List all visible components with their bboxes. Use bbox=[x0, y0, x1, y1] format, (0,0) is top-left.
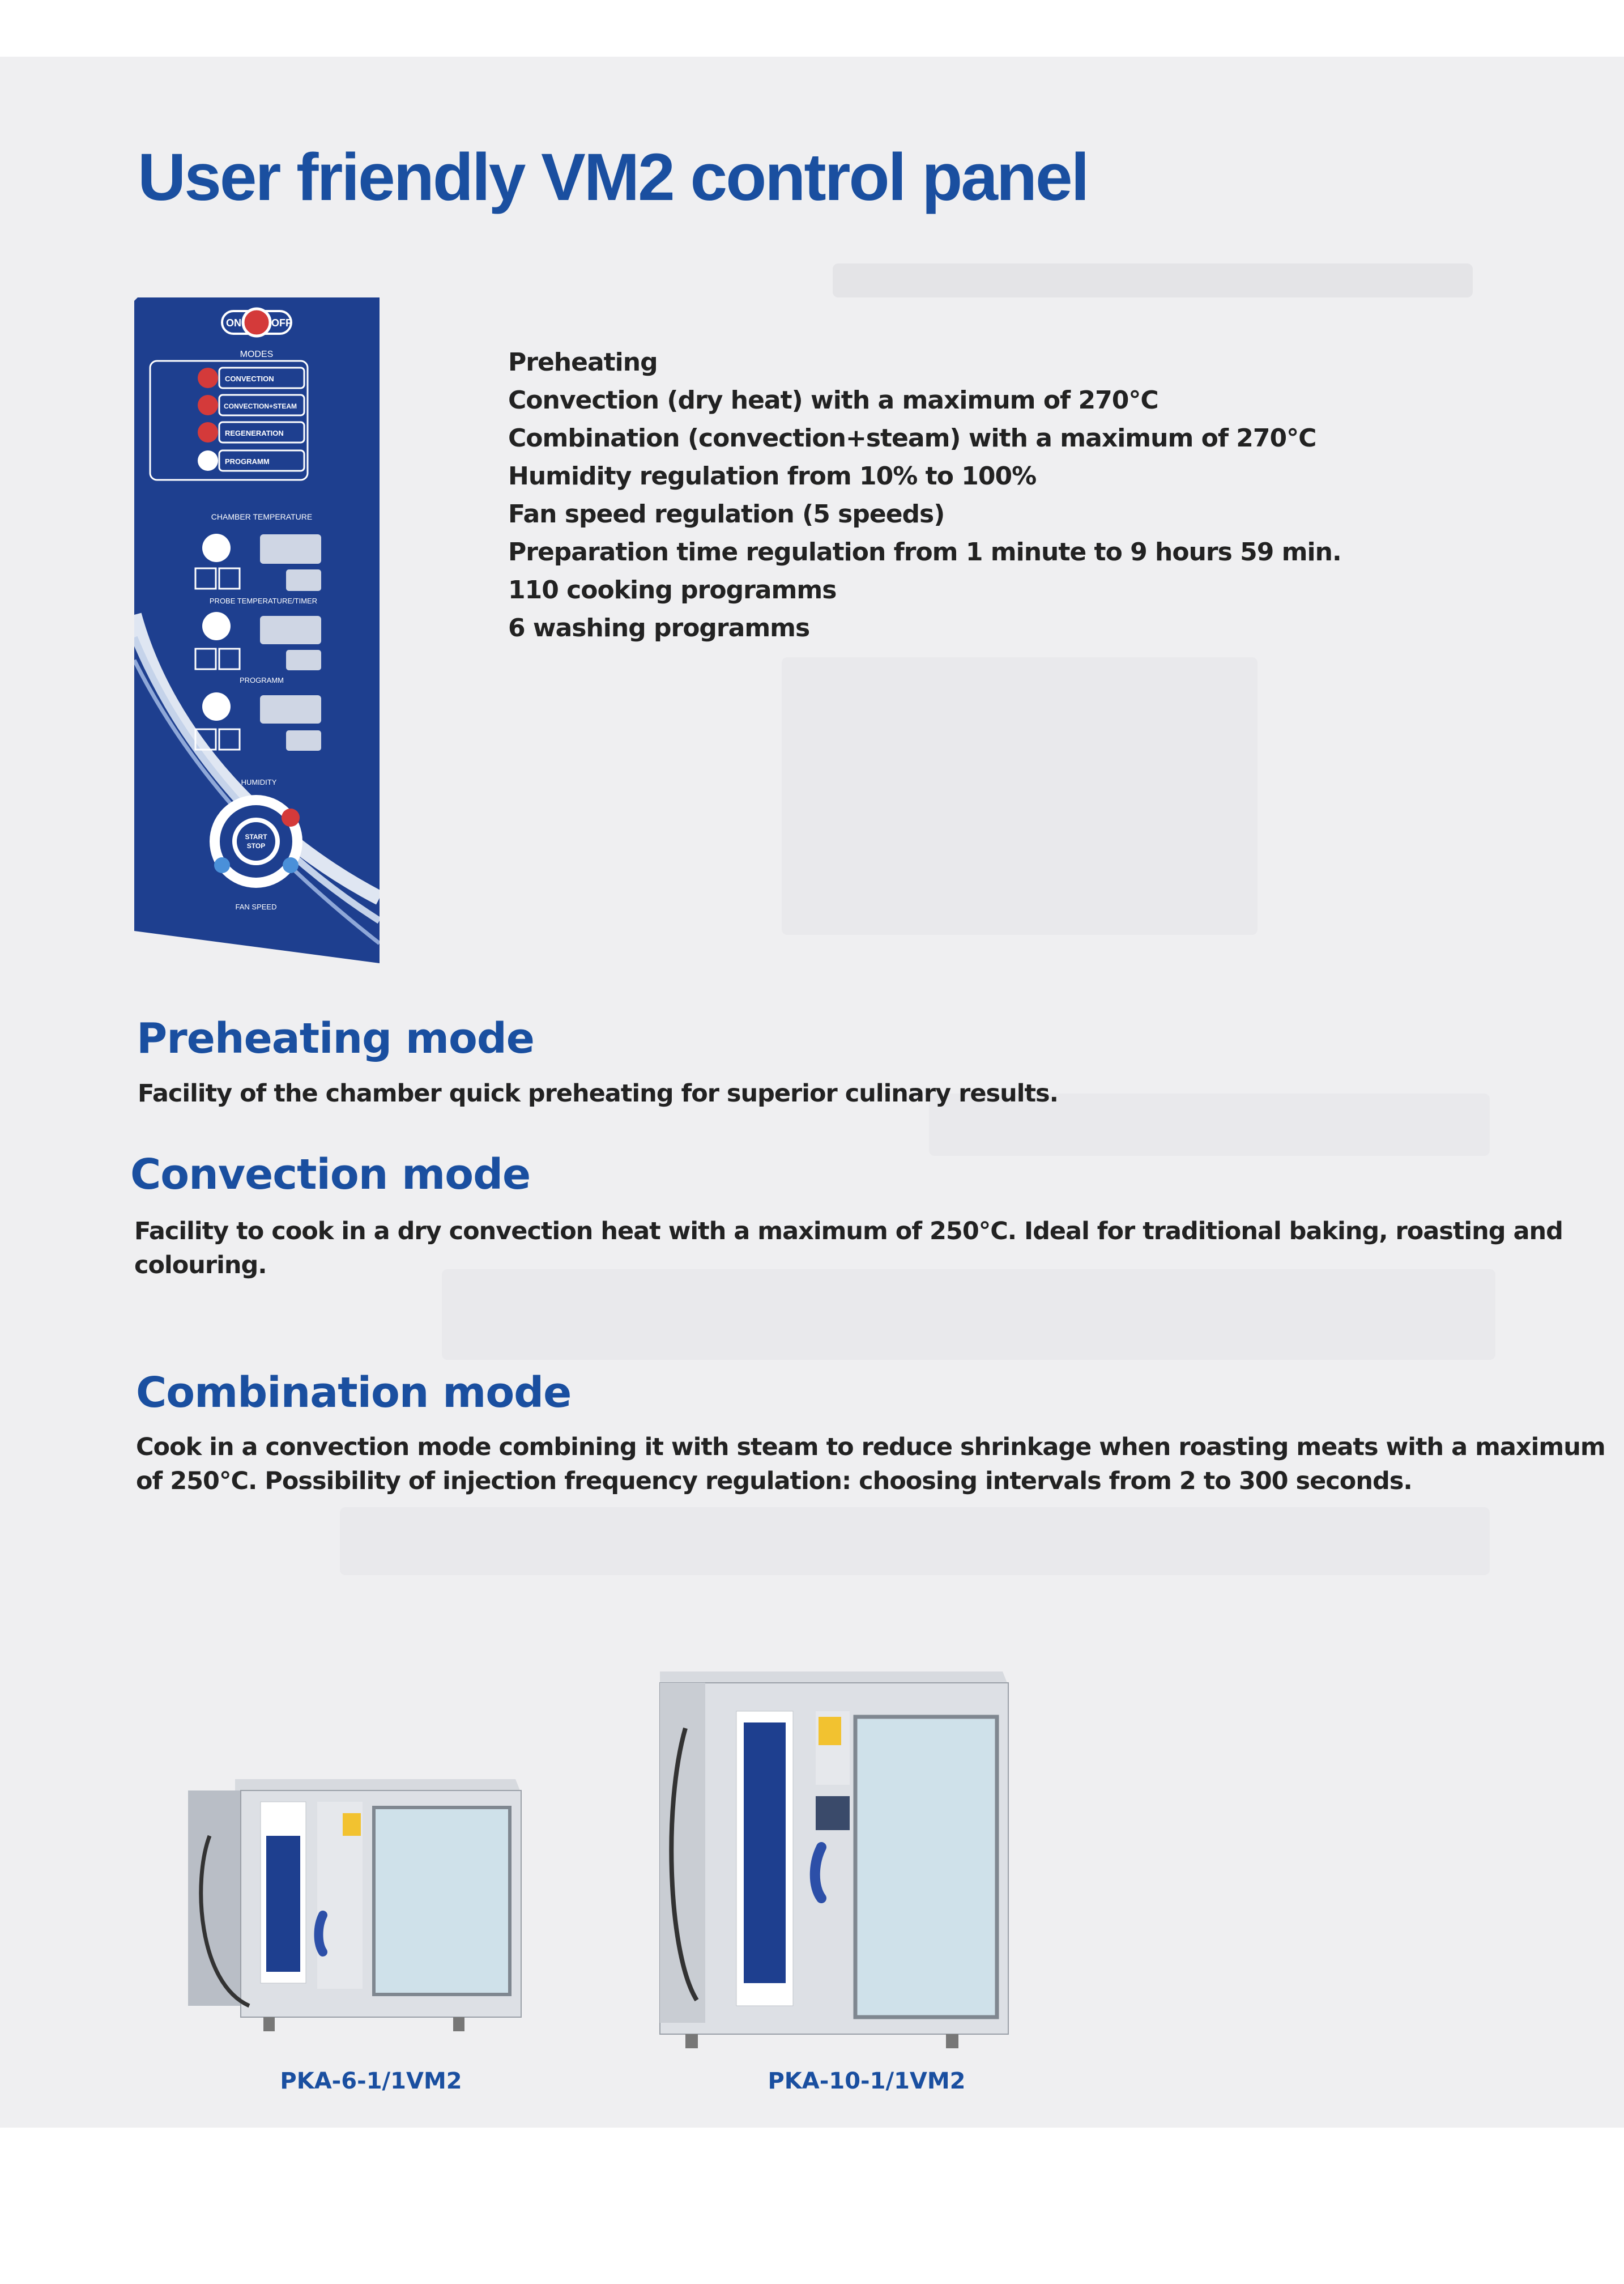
chamber-temperature-display bbox=[260, 534, 321, 564]
program-icon bbox=[202, 692, 231, 721]
fan-high-icon bbox=[283, 857, 299, 873]
combination-mode-text-line2: of 250°C. Possibility of injection frequency regulation: choosing intervals from 2 to 300 seconds. bbox=[136, 1467, 1412, 1495]
humidity-label: HUMIDITY bbox=[241, 778, 277, 786]
oven-pka-6-image bbox=[181, 1768, 532, 2034]
faint-heading-artifact bbox=[833, 263, 1473, 297]
off-label: OFF bbox=[271, 317, 292, 329]
on-label: ON bbox=[226, 317, 241, 329]
convection-mode-title: Convection mode bbox=[130, 1150, 531, 1199]
preheating-mode-title: Preheating mode bbox=[137, 1014, 534, 1063]
mode-label-convection: CONVECTION bbox=[225, 375, 274, 383]
product-caption-pka-10: PKA-10-1/1VM2 bbox=[768, 2068, 966, 2094]
program-small-display bbox=[286, 730, 321, 751]
chamber-temperature-label: CHAMBER TEMPERATURE bbox=[211, 512, 313, 521]
vm2-control-panel-illustration bbox=[134, 297, 380, 963]
steam-indicator-icon bbox=[282, 809, 300, 827]
mode-label-regeneration: REGENERATION bbox=[225, 429, 284, 437]
page-title: User friendly VM2 control panel bbox=[138, 140, 1088, 215]
faint-text-artifact-4 bbox=[340, 1507, 1490, 1575]
program-label: PROGRAMM bbox=[240, 676, 284, 684]
convection-mode-text-line2: colouring. bbox=[134, 1251, 267, 1279]
mode-label-convection-steam: CONVECTION+STEAM bbox=[224, 402, 297, 410]
feature-item: 110 cooking programms bbox=[508, 576, 837, 605]
program-display bbox=[260, 695, 321, 724]
faint-text-artifact-3 bbox=[442, 1269, 1495, 1360]
stop-label: STOP bbox=[246, 842, 266, 850]
preheating-mode-text: Facility of the chamber quick preheating for superior culinary results. bbox=[138, 1079, 1058, 1108]
faint-text-artifact bbox=[782, 657, 1258, 935]
convection-mode-text-line1: Facility to cook in a dry convection heat with a maximum of 250°C. Ideal for traditional baking, roasting and bbox=[134, 1217, 1563, 1245]
feature-item: Preheating bbox=[508, 348, 658, 377]
start-label: START bbox=[245, 833, 267, 841]
combination-mode-title: Combination mode bbox=[136, 1368, 572, 1417]
combination-mode-text-line1: Cook in a convection mode combining it with steam to reduce shrinkage when roasting meats with a maximum bbox=[136, 1433, 1605, 1461]
feature-item: 6 washing programms bbox=[508, 614, 810, 643]
feature-item: Fan speed regulation (5 speeds) bbox=[508, 500, 945, 529]
feature-item: Convection (dry heat) with a maximum of 270°C bbox=[508, 386, 1158, 415]
oven-pka-10-image bbox=[651, 1660, 1020, 2051]
product-caption-pka-6: PKA-6-1/1VM2 bbox=[280, 2068, 462, 2094]
feature-item: Combination (convection+steam) with a maximum of 270°C bbox=[508, 424, 1316, 453]
feature-item: Preparation time regulation from 1 minute to 9 hours 59 min. bbox=[508, 538, 1341, 567]
fan-speed-label: FAN SPEED bbox=[235, 903, 277, 911]
thermometer-icon bbox=[202, 534, 231, 562]
mode-label-programm: PROGRAMM bbox=[225, 457, 270, 466]
feature-item: Humidity regulation from 10% to 100% bbox=[508, 462, 1037, 491]
modes-label: MODES bbox=[240, 350, 274, 359]
probe-temperature-label: PROBE TEMPERATURE/TIMER bbox=[209, 597, 318, 605]
probe-small-display bbox=[286, 650, 321, 670]
chamber-temperature-small-display bbox=[286, 569, 321, 591]
start-stop-button[interactable] bbox=[237, 822, 275, 861]
fan-low-icon bbox=[214, 857, 230, 873]
feature-list bbox=[508, 343, 1341, 647]
probe-display bbox=[260, 616, 321, 644]
probe-icon bbox=[202, 612, 231, 640]
